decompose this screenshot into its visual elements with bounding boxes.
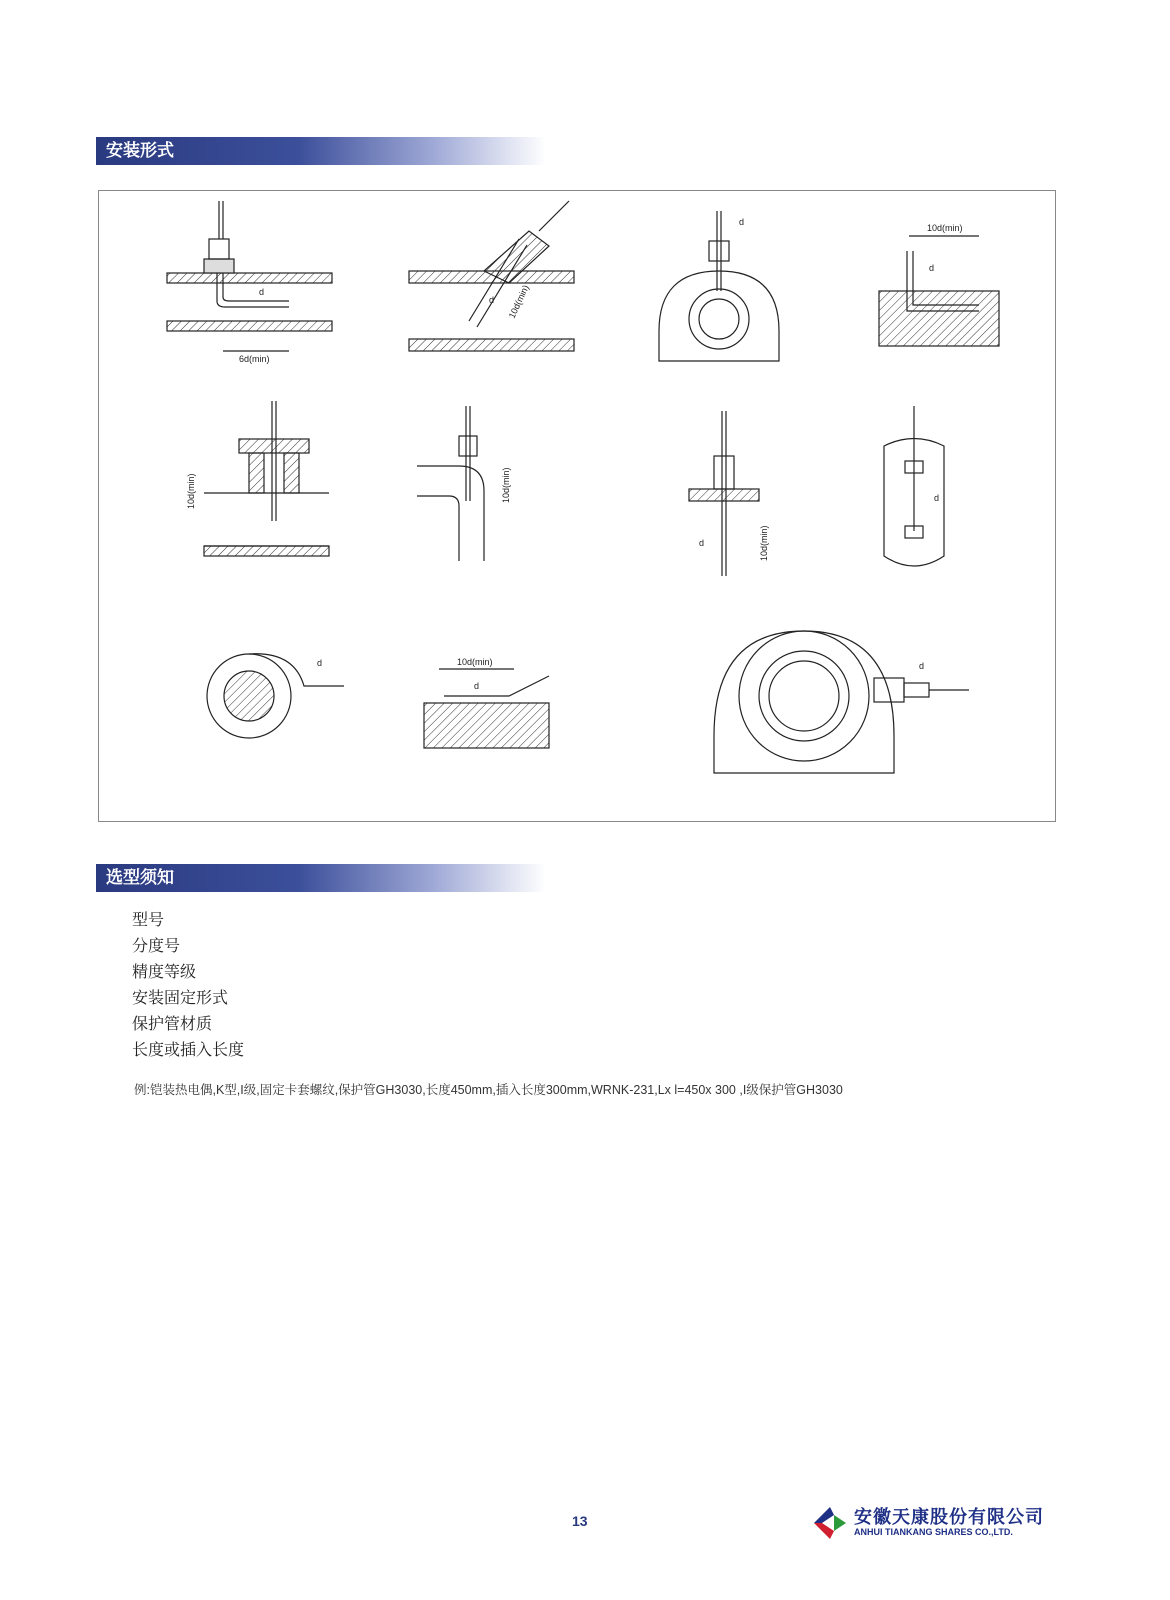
company-name-en: ANHUI TIANKANG SHARES CO.,LTD.: [854, 1527, 1013, 1537]
section-title-install: 安装形式: [96, 137, 546, 165]
example-text: 例:铠装热电偶,K型,I级,固定卡套螺纹,保护管GH3030,长度450mm,插入长度300mm,WRNK-231,Lx l=450x 300 ,I级保护管GH3030: [134, 1083, 843, 1097]
svg-text:d: d: [259, 287, 265, 297]
diagram-pipe-inclined-probe: [409, 201, 574, 351]
svg-text:d: d: [474, 681, 480, 691]
svg-text:10d(min): 10d(min): [457, 657, 493, 667]
svg-text:10d(min): 10d(min): [759, 525, 769, 561]
label-6d-min: 6d(min): [239, 354, 270, 364]
list-item: 型号: [132, 910, 165, 929]
installation-figure: [99, 191, 1057, 823]
company-name-cn: 安徽天康股份有限公司: [854, 1507, 1044, 1528]
svg-text:10d(min): 10d(min): [186, 473, 196, 509]
list-item: 安装固定形式: [132, 988, 229, 1007]
diagram-block-l-probe: [879, 223, 999, 346]
list-item: 分度号: [132, 936, 181, 955]
svg-text:d: d: [317, 658, 323, 668]
diagram-large-saddle-side-probe: [714, 631, 969, 773]
diagram-vertical-pipe-clamp: [884, 406, 944, 566]
list-item: 长度或插入长度: [132, 1040, 245, 1059]
svg-text:d: d: [929, 263, 935, 273]
svg-text:d: d: [934, 493, 940, 503]
page-number: 13: [572, 1513, 588, 1529]
diagram-surface-mount-probe: [424, 657, 549, 748]
installation-diagrams: [98, 190, 1056, 822]
svg-text:d: d: [739, 217, 745, 227]
company-logo: [810, 1503, 1070, 1543]
selection-list: [132, 907, 244, 1063]
diagram-tee-flange-probe: [186, 401, 329, 556]
diagram-saddle-vertical-probe: [659, 211, 779, 361]
diagram-elbow-probe: [417, 406, 511, 561]
svg-text:d: d: [919, 661, 925, 671]
section-title-selection: 选型须知: [96, 864, 546, 892]
svg-text:10d(min): 10d(min): [501, 467, 511, 503]
list-item: 保护管材质: [132, 1014, 213, 1033]
diagram-pipe-bent-probe: [167, 201, 332, 364]
logo-mark-icon: [810, 1503, 850, 1543]
list-item: 精度等级: [132, 962, 197, 981]
svg-text:d: d: [699, 538, 705, 548]
svg-text:10d(min): 10d(min): [927, 223, 963, 233]
diagram-plate-probe: [689, 411, 769, 576]
svg-text:d: d: [489, 295, 495, 305]
diagram-pipe-wrap-probe: [207, 654, 344, 738]
svg-text:10d(min): 10d(min): [506, 283, 531, 320]
